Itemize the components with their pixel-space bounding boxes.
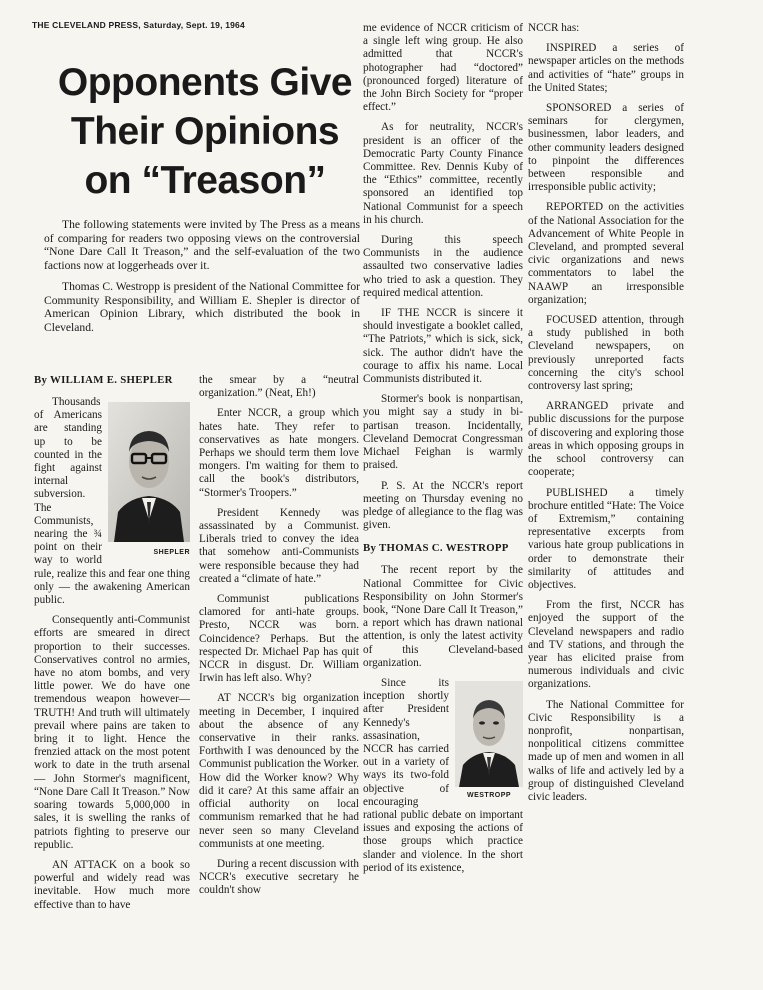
shepler-paragraph: me evidence of NCCR criticism of a single left wing group. He also admitted that NCCR's photographer had “doctored” (pronounced forged) literature of the John Birch Society for “proper effect.”	[363, 22, 523, 114]
westropp-paragraph: FOCUSED attention, through a study published in both Cleveland newspapers, on previously unreported facts concerning the city's school controversy last spring;	[528, 314, 684, 393]
shepler-paragraph: P. S. At the NCCR's report meeting on Thursday evening no pledge of allegiance to the flag was given.	[363, 479, 523, 532]
shepler-paragraph: President Kennedy was assassinated by a Communist. Liberals tried to convey the idea that somehow anti-Communists were responsible because they had created a “climate of hate.”	[199, 506, 359, 585]
westropp-paragraph: PUBLISHED a timely brochure entitled “Hate: The Voice of Extremism,” containing representative excerpts from various hate group publications in order to demonstrate their similarity of attitudes and objectives.	[528, 486, 684, 591]
shepler-paragraph: Thousands of Americans are standing up to be counted in the fight against internal subversion. The Communists, nearing the ¾ point on their way to world rule, realize this and fear one thing only — the awakening American public.	[34, 396, 190, 607]
shepler-paragraph: AT NCCR's big organization meeting in December, I inquired about the absence of any conservative in their ranks. Forthwith I was denounced by the Communist publication the Worker. How did the Worker know? Why did it care? At this same affair an official authority on local communism remarked that he had never seen so many Cleveland communists at one meeting.	[199, 692, 359, 850]
shepler-photo	[108, 402, 190, 556]
shepler-portrait-icon	[108, 402, 190, 542]
westropp-column-2	[528, 22, 684, 811]
westropp-paragraph: The recent report by the National Committee for Civic Responsibility on John Stormer's book, “None Dare Call It Treason,” a report which has drawn national attention, is only the latest activity of this Cleveland-based organization.	[363, 564, 523, 669]
westropp-photo	[455, 681, 523, 799]
shepler-paragraph: Stormer's book is nonpartisan, you might say a study in bi-partisan treason. Incidentally, Cleveland Democrat Congressman Michael Feighan is warmly praised.	[363, 393, 523, 472]
shepler-paragraph: As for neutrality, NCCR's president is an officer of the Democratic Party County Finance Committee. Rev. Dennis Kuby of the “Ethics” committee, recently sponsored an identified top National Communist for a speech in his church.	[363, 121, 523, 226]
westropp-paragraph: INSPIRED a series of newspaper articles on the methods and activities of “hate” groups in the United States;	[528, 42, 684, 94]
headline	[40, 58, 370, 205]
headline-line-1: Opponents Give	[57, 61, 353, 104]
westropp-paragraph: NCCR has:	[528, 22, 580, 34]
shepler-column-2	[199, 374, 359, 905]
shepler-column-1	[34, 374, 190, 919]
shepler-paragraph: During this speech Communists in the audience assaulted two conservative ladies who tried to ask a question. They required medical attention.	[363, 234, 523, 299]
shepler-paragraph: Enter NCCR, a group which hates hate. They refer to conservatives as hate mongers. Perhaps we should term them love mongers. I'm waiting for them to call the book's distributors, “Stormer's Troopers.”	[199, 407, 359, 499]
westropp-photo-caption: WESTROPP	[466, 791, 512, 799]
intro-paragraph-1: The following statements were invited by The Press as a means of comparing for readers two opposing views on the controversial “None Dare Call It Treason,” and the self-evaluation of the two factions now at loggerheads over it.	[44, 218, 360, 272]
shepler-paragraph: Consequently anti-Communist efforts are smeared in direct proportion to their successes. Conservatives control no armies, have no atom bombs, and very little power. We do have one tremendous weapon however—TRUTH! And truth will ultimately prevail where pains are taken to bring it to light. Hence the frenzied attack on the most potent work to date in the truth arsenal — John Stormer's magnificent, “None Dare Call It Treason.” Now soaring towards 5,000,000 in sales, it is swelling the ranks of patriots fighting to preserve our republic.	[34, 614, 190, 851]
shepler-paragraph: During a recent discussion with NCCR's executive secretary he couldn't show	[199, 857, 359, 897]
shepler-paragraph: AN ATTACK on a book so powerful and widely read was inevitable. How much more effective than to have	[34, 858, 190, 911]
westropp-portrait-icon	[455, 681, 523, 787]
westropp-paragraph: REPORTED on the activities of the National Association for the Advancement of White People in Cleveland, and prompted several civic organizations and news commentators to label the NAAWP an irresponsible organization;	[528, 201, 684, 306]
shepler-photo-caption: SHEPLER	[153, 549, 190, 556]
westropp-paragraph: The National Committee for Civic Responsibility is a nonprofit, nonpartisan, nonpolitical citizens committee made up of men and women in all walks of life and actively led by a group of distinguished Cleveland civic leaders.	[528, 698, 684, 803]
shepler-paragraph: the smear by a “neutral organization.” (Neat, Eh!)	[199, 374, 359, 400]
column-3	[363, 22, 523, 882]
westropp-paragraph: SPONSORED a series of seminars for clergymen, businessmen, labor leaders, and other community leaders designed to pinpoint the differences between responsible and irresponsible public activity;	[528, 102, 684, 194]
intro-paragraph-2: Thomas C. Westropp is president of the National Committee for Community Responsibility, and William E. Shepler is director of American Opinion Library, which distributed the book in Cleveland.	[44, 280, 360, 334]
headline-line-3: on “Treason”	[84, 159, 326, 202]
masthead: THE CLEVELAND PRESS, Saturday, Sept. 19, 1964	[32, 20, 245, 30]
headline-line-2: Their Opinions	[70, 110, 340, 153]
westropp-byline: By THOMAS C. WESTROPP	[363, 542, 509, 555]
shepler-paragraph: Communist publications clamored for anti-hate groups. Presto, NCCR was born. Coincidence? Perhaps. But the respected Dr. Michael Pap has quit NCCR in disgust. Dr. William Irwin has left also. Why?	[199, 593, 359, 685]
westropp-paragraph: Since its inception shortly after President Kennedy's assasination, NCCR has carried out in a variety of ways its two-fold objective of encouraging rational public debate on important issues and exposing the actions of those groups which practice slander and violence. In the short period of its existence,	[363, 676, 523, 874]
intro	[44, 218, 360, 342]
shepler-byline: By WILLIAM E. SHEPLER	[34, 374, 173, 386]
westropp-paragraph: ARRANGED private and public discussions for the purpose of discovering and exploring those areas in which opposing groups in the school controversy can cooperate;	[528, 400, 684, 479]
shepler-paragraph: IF THE NCCR is sincere it should investigate a booklet called, “The Patriots,” which is sick, sick, sick. The author didn't have the courage to affix his name. Local Communists distributed it.	[363, 307, 523, 386]
westropp-paragraph: From the first, NCCR has enjoyed the support of the Cleveland newspapers and radio and TV stations, and through the year has elicited praise from numerous individuals and civic organizations.	[528, 599, 684, 691]
